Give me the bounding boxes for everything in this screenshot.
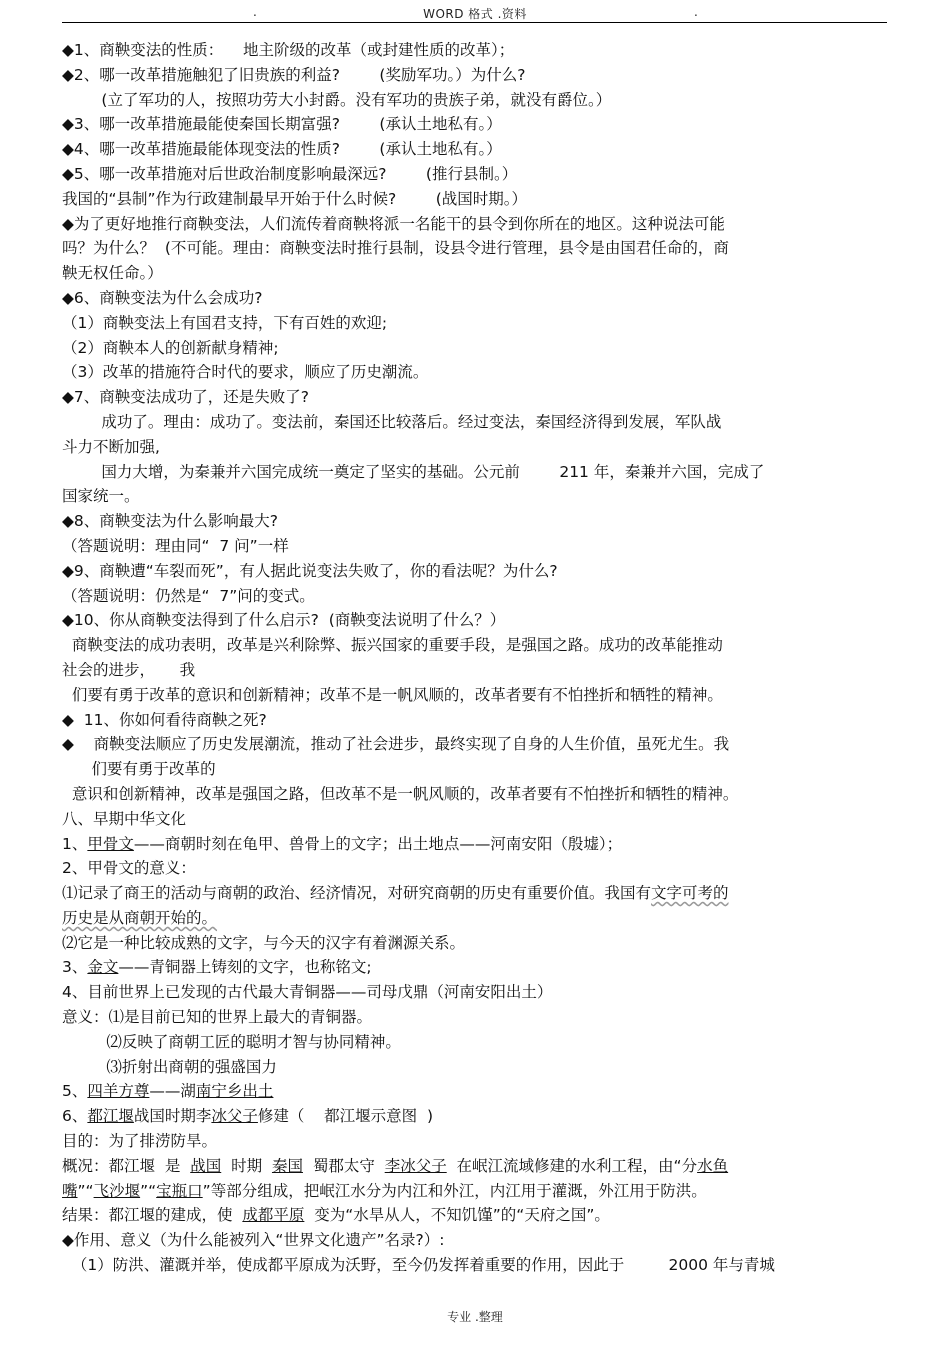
text-segment: 5、 [62,1082,88,1101]
text-segment: ⑵反映了商朝工匠的聪明才智与协同精神。 [62,1032,401,1051]
text-segment: 意识和创新精神，改革是强国之路，但改革不是一帆风顺的，改革者要有不怕挫折和牺牲的精神。 [62,784,739,803]
text-segment: 们要有勇于改革的意识和创新精神；改革不是一帆风顺的，改革者要有不怕挫折和牺牲的精神。 [62,685,723,704]
text-segment: 成功了。理由：成功了。变法前，秦国还比较落后。经过变法，秦国经济得到发展，军队战 [62,412,722,431]
text-segment: 国力大增，为秦兼并六国完成统一奠定了坚实的基础。公元前 211 年，秦兼并六国，完成了 [62,462,765,481]
text-line [62,1228,887,1253]
text-line [62,559,887,584]
text-segment: ◆ 商鞅变法顺应了历史发展潮流，推动了社会进步，最终实现了自身的人生价值，虽死尤生。我 [62,735,730,754]
underlined-term: 文字可考的 [651,884,729,903]
text-segment: ”等部分组成，把岷江水分为内江和外江，内江用于灌溉，外江用于防洪。 [202,1181,707,1200]
text-segment: 国家统一。 [62,487,140,506]
text-segment: ◆10、你从商鞅变法得到了什么启示? (商鞅变法说明了什么？） [62,611,506,630]
text-line [62,955,887,980]
text-line [62,385,887,410]
text-line [62,980,887,1005]
text-segment: ——青铜器上铸刻的文字，也称铭文; [118,958,372,977]
text-line [62,286,887,311]
text-segment: 八、早期中华文化 [62,809,187,828]
underlined-term: 战国 [190,1156,222,1175]
text-line [62,757,887,782]
text-line [62,236,887,261]
header-left-dot: . [253,5,257,19]
text-segment: ◆9、商鞅遭“车裂而死”，有人据此说变法失败了，你的看法呢？为什么? [62,561,558,580]
text-line [62,633,887,658]
text-segment: 3、 [62,958,88,977]
text-segment: 结果：都江堰的建成，使 [62,1206,243,1225]
underlined-term: 嘴 [62,1181,78,1200]
header-title: WORD 格式 .资料 [423,7,527,21]
underlined-term: 冰父子 [211,1107,258,1126]
text-line [62,435,887,460]
underlined-term: 秦国 [271,1156,303,1175]
text-line [62,683,887,708]
text-segment: ◆6、商鞅变法为什么会成功? [62,288,263,307]
text-segment: 修建（ 都江堰示意图 ) [257,1107,434,1126]
underlined-term: 甲骨文 [87,834,134,853]
header-rule [62,22,887,23]
header-right-dot: . [694,5,698,19]
text-line [62,658,887,683]
text-line [62,410,887,435]
underlined-term: 南宁乡出土 [195,1082,274,1101]
text-line [62,807,887,832]
text-line [62,261,887,286]
text-segment: ◆8、商鞅变法为什么影响最大? [62,512,279,531]
text-line [62,732,887,757]
page-header [0,2,950,22]
text-segment: （1）商鞅变法上有国君支持，下有百姓的欢迎; [62,313,388,332]
text-line [62,509,887,534]
text-segment: 在岷江流域修建的水利工程，由“分 [446,1156,698,1175]
text-line [62,931,887,956]
text-segment: 1、 [62,834,88,853]
text-line [62,212,887,237]
text-segment: 战国时期李 [133,1107,212,1126]
text-segment: （2）商鞅本人的创新献身精神; [62,338,279,357]
text-line [62,1005,887,1030]
text-line [62,1104,887,1129]
text-segment: 吗？为什么？ (不可能。理由：商鞅变法时推行县制，设县令进行管理，县令是由国君任命的，商 [62,239,729,258]
text-segment: ——商朝时刻在龟甲、兽骨上的文字；出土地点——河南安阳（殷墟）； [133,834,623,853]
text-line [62,311,887,336]
text-segment: ⑶折射出商朝的强盛国力 [62,1057,277,1076]
text-segment: 社会的进步， 我 [62,660,196,679]
text-segment: 鞅无权任命。） [62,264,163,283]
text-segment: 概况：都江堰 是 [62,1156,191,1175]
text-segment: 变为“水旱从人，不知饥馑”的“天府之国”。 [304,1206,610,1225]
underlined-term: 水鱼 [697,1156,729,1175]
text-segment: 蜀郡太守 [302,1156,385,1175]
text-line [62,360,887,385]
text-line [62,1079,887,1104]
text-segment: ⑵它是一种比较成熟的文字，与今天的汉字有着渊源关系。 [62,933,466,952]
text-segment: ◆5、哪一改革措施对后世政治制度影响最深远? (推行县制。） [62,164,518,183]
text-line [62,832,887,857]
text-segment: ◆为了更好地推行商鞅变法，人们流传着商鞅将派一名能干的县令到你所在的地区。这种说法可能 [62,214,725,233]
text-segment: ”“ [140,1181,157,1200]
text-segment: 2、甲骨文的意义： [62,859,196,878]
underlined-term: 历史是从商朝开始的。 [62,908,218,927]
text-line [62,856,887,881]
text-line [62,63,887,88]
text-segment: ⑴记录了商王的活动与商朝的政治、经济情况，对研究商朝的历史有重要价值。我国有 [62,884,652,903]
underlined-term: 金文 [87,958,119,977]
text-segment: 们要有勇于改革的 [62,760,216,779]
underlined-term: 李冰父子 [384,1156,447,1175]
text-segment: （答题说明：仍然是“ 7”问的变式。 [62,586,315,605]
text-line [62,38,887,63]
text-segment: (立了军功的人，按照功劳大小封爵。没有军功的贵族子弟，就没有爵位。） [62,90,612,109]
text-line [62,584,887,609]
text-segment: （答题说明：理由同“ 7 问”一样 [62,536,289,555]
text-line [62,162,887,187]
text-segment: ◆作用、意义（为什么能被列入“世界文化遗产”名录?）: [62,1231,445,1250]
text-line [62,1154,887,1179]
text-line [62,782,887,807]
text-line [62,1253,887,1278]
text-segment: （1）防洪、灌溉并举，使成都平原成为沃野，至今仍发挥着重要的作用，因此于 2000 年与青城 [62,1256,775,1275]
text-segment: 斗力不断加强, [62,437,160,456]
text-segment: ◆3、哪一改革措施最能使秦国长期富强? (承认土地私有。） [62,115,502,134]
underlined-term: 飞沙堰 [93,1181,141,1200]
text-line [62,534,887,559]
text-line [62,1179,887,1204]
text-line [62,881,887,906]
text-segment: ◆4、哪一改革措施最能体现变法的性质? (承认土地私有。） [62,140,502,159]
text-line [62,906,887,931]
text-line [62,608,887,633]
text-line [62,460,887,485]
text-segment: 目的：为了排涝防旱。 [62,1132,218,1151]
text-segment: ”“ [77,1181,94,1200]
text-segment: 时期 [221,1156,272,1175]
text-line [62,708,887,733]
underlined-term: 宝瓶口 [156,1181,203,1200]
text-line [62,1129,887,1154]
document-body [62,38,887,1278]
text-segment: ◆1、商鞅变法的性质： 地主阶级的改革（或封建性质的改革）； [62,41,515,59]
text-segment: 商鞅变法的成功表明，改革是兴利除弊、振兴国家的重要手段，是强国之路。成功的改革能推动 [62,636,723,655]
text-segment: 我国的“县制”作为行政建制最早开始于什么时候? (战国时期。） [62,189,528,208]
text-line [62,1055,887,1080]
text-line [62,1030,887,1055]
text-segment: 6、 [62,1107,88,1126]
text-segment: ◆7、商鞅变法成功了，还是失败了? [62,388,310,407]
page-footer: 专业 .整理 [447,1310,503,1324]
underlined-term: 四羊方尊 [87,1082,150,1101]
text-segment: ◆2、哪一改革措施触犯了旧贵族的利益? (奖励军功。）为什么? [62,65,526,84]
text-line [62,88,887,113]
text-segment: ——湖 [149,1082,196,1101]
text-line [62,336,887,361]
text-line [62,112,887,137]
text-line [62,137,887,162]
text-line [62,187,887,212]
text-line [62,1203,887,1228]
text-segment: 意义：⑴是目前已知的世界上最大的青铜器。 [62,1008,373,1027]
underlined-term: 成都平原 [242,1206,305,1225]
text-segment: ◆ 11、你如何看待商鞅之死? [62,710,267,729]
text-segment: （3）改革的措施符合时代的要求，顺应了历史潮流。 [62,363,429,382]
text-line [62,484,887,509]
text-segment: 4、目前世界上已发现的古代最大青铜器——司母戊鼎（河南安阳出土） [62,983,553,1002]
underlined-term: 都江堰 [87,1107,134,1126]
